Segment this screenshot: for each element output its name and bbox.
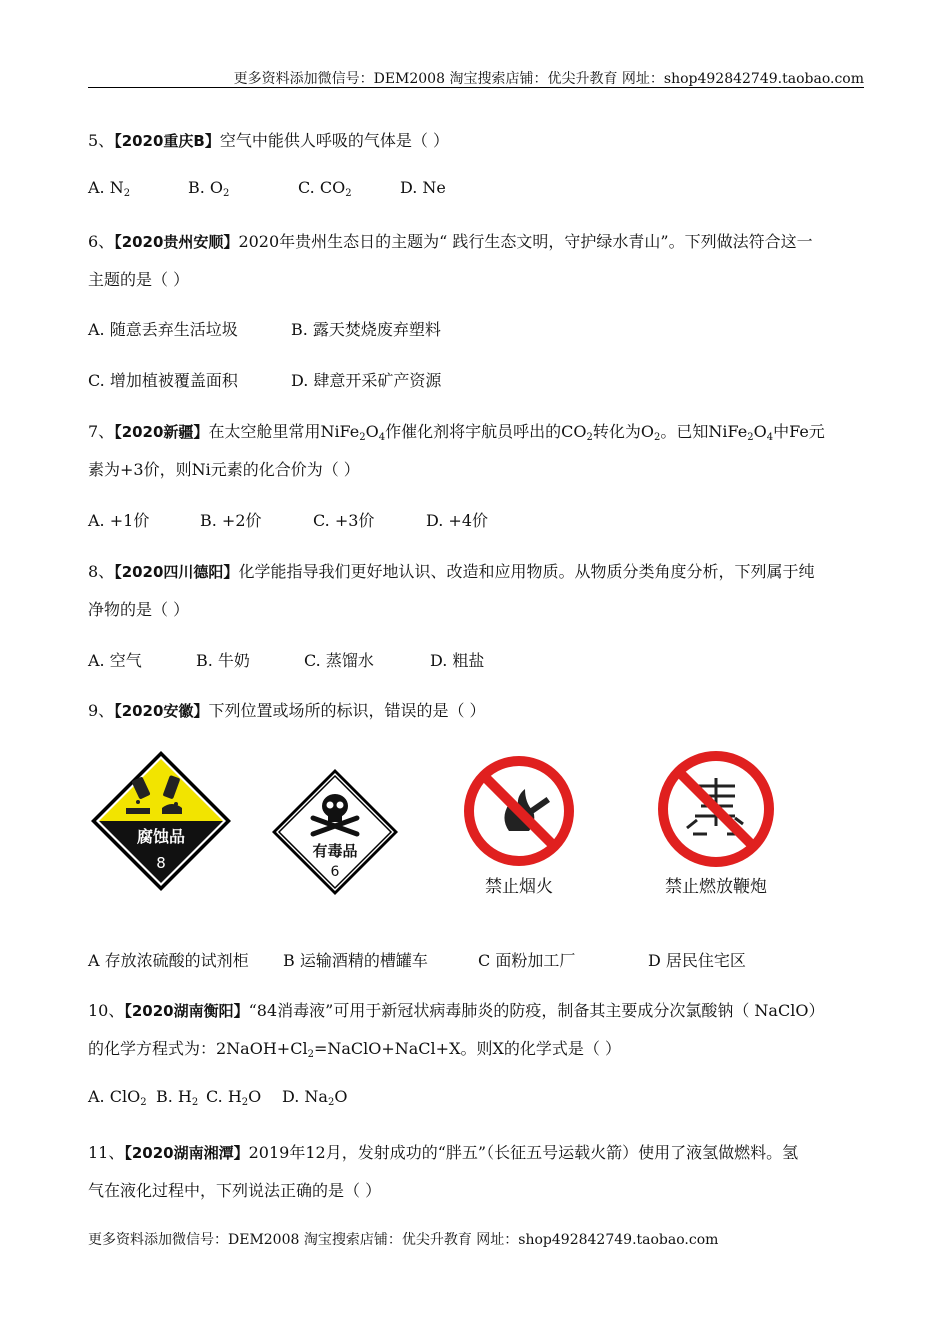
q9-option-a[interactable]: A 存放浓硫酸的试剂柜	[88, 951, 249, 970]
q6-option-c[interactable]: C. 增加植被覆盖面积	[88, 371, 238, 390]
page-footer: 更多资料添加微信号：DEM2008 淘宝搜索店铺：优尖升教育 网址：shop492842749.taobao.com	[88, 1232, 719, 1248]
q9-option-b[interactable]: B 运输酒精的槽罐车	[283, 951, 428, 970]
q8-tag: 【2020四川德阳】	[114, 563, 239, 581]
q8-option-c[interactable]: C. 蒸馏水	[304, 651, 374, 670]
no-fire-sign	[463, 755, 575, 867]
q6-option-b[interactable]: B. 露天焚烧废弃塑料	[291, 320, 441, 339]
q5-option-d[interactable]: D. Ne	[400, 178, 446, 197]
q10-text-line1: “84消毒液”可用于新冠状病毒肺炎的防疫，制备其主要成分次氯酸钠（ NaClO）	[248, 1001, 825, 1020]
question-6	[88, 229, 813, 252]
q9-text: 下列位置或场所的标识，错误的是（ ）	[208, 701, 486, 720]
q6-text-line2: 主题的是（ ）	[88, 270, 190, 289]
q6-option-d[interactable]: D. 肆意开采矿产资源	[291, 371, 442, 390]
q6-options-row2	[88, 368, 441, 391]
toxic-class-number: 6	[330, 864, 340, 880]
q10-options	[88, 1087, 347, 1106]
no-fireworks-caption: 禁止燃放鞭炮	[665, 877, 767, 897]
q10-number: 10、	[88, 1001, 125, 1020]
q8-options	[88, 648, 484, 671]
q5-number: 5、	[88, 131, 115, 150]
q9-number: 9、	[88, 701, 115, 720]
q7-number: 7、	[88, 422, 115, 441]
q7-option-d[interactable]: D. +4价	[426, 511, 489, 530]
q6-tag: 【2020贵州安顺】	[114, 233, 239, 251]
q9-tag: 【2020安徽】	[114, 702, 209, 720]
question-9	[88, 698, 486, 721]
no-fireworks-sign	[657, 750, 775, 868]
q5-tag: 【2020重庆B】	[114, 132, 220, 150]
q5-option-a[interactable]: A. $N_2$	[88, 178, 131, 199]
corrosive-label: 腐蚀品	[136, 827, 186, 846]
question-7: 7、【2020新疆】在太空舱里常用$NiFe_2O_4$作催化剂将宇航员呼出的$CO_2$转化为$O_2$。已知$NiFe_2O_4$中Fe元	[88, 422, 825, 443]
q6-number: 6、	[88, 232, 115, 251]
corrosive-class-number: 8	[156, 854, 166, 872]
q7-option-a[interactable]: A. +1价	[88, 511, 150, 530]
question-8	[88, 559, 814, 582]
q7-tag: 【2020新疆】	[114, 423, 209, 441]
question-11	[88, 1140, 798, 1163]
header-divider	[88, 87, 864, 88]
q10-option-b[interactable]: B. $H_2$	[156, 1087, 199, 1108]
q10-option-d[interactable]: D. $Na_2O$	[282, 1087, 348, 1108]
q9-options	[88, 948, 746, 971]
corrosive-sign	[90, 750, 232, 892]
q7-option-c[interactable]: C. +3价	[313, 511, 375, 530]
q5-option-c[interactable]: C. $CO_2$	[298, 178, 352, 199]
q9-option-d[interactable]: D 居民住宅区	[648, 951, 746, 970]
q8-option-d[interactable]: D. 粗盐	[430, 651, 485, 670]
no-fire-caption: 禁止烟火	[485, 877, 553, 897]
question-5	[88, 128, 449, 151]
q8-text-line2: 净物的是（ ）	[88, 600, 190, 619]
q6-option-a[interactable]: A. 随意丢弃生活垃圾	[88, 320, 238, 339]
q7-text-line2: 素为+3价，则Ni元素的化合价为（ ）	[88, 460, 360, 479]
q11-text-line2: 气在液化过程中，下列说法正确的是（ ）	[88, 1181, 382, 1200]
q8-text-line1: 化学能指导我们更好地认识、改造和应用物质。从物质分类角度分析，下列属于纯	[238, 562, 815, 581]
q11-number: 11、	[88, 1143, 125, 1162]
q10-option-a[interactable]: A. ClO$_2$	[88, 1087, 147, 1108]
q7-options	[88, 508, 488, 531]
q5-text: 空气中能供人呼吸的气体是（ ）	[219, 131, 449, 150]
q5-options	[88, 178, 446, 197]
toxic-sign	[271, 768, 399, 896]
q6-text-line1: 2020年贵州生态日的主题为“ 践行生态文明，守护绿水青山”。下列做法符合这一	[238, 232, 813, 251]
q11-tag: 【2020湖南湘潭】	[124, 1144, 249, 1162]
question-10	[88, 998, 824, 1021]
page-header: 更多资料添加微信号：DEM2008 淘宝搜索店铺：优尖升教育 网址：shop492842749.taobao.com	[233, 71, 864, 87]
q5-option-b[interactable]: B. $O_2$	[188, 178, 230, 199]
q8-option-a[interactable]: A. 空气	[88, 651, 142, 670]
q8-option-b[interactable]: B. 牛奶	[196, 651, 250, 670]
q9-option-c[interactable]: C 面粉加工厂	[478, 951, 576, 970]
q10-text-line2: 的化学方程式为：$2NaOH+Cl_2=NaClO+NaCl+X$。则X的化学式是（ ）	[88, 1039, 621, 1060]
q10-tag: 【2020湖南衡阳】	[124, 1002, 249, 1020]
toxic-label: 有毒品	[312, 842, 358, 860]
q7-option-b[interactable]: B. +2价	[200, 511, 262, 530]
q11-text-line1: 2019年12月，发射成功的“胖五”（长征五号运载火箭）使用了液氢做燃料。氢	[248, 1143, 799, 1162]
q8-number: 8、	[88, 562, 115, 581]
q6-options-row1	[88, 317, 441, 340]
q10-option-c[interactable]: C. $H_2O$	[206, 1087, 262, 1108]
